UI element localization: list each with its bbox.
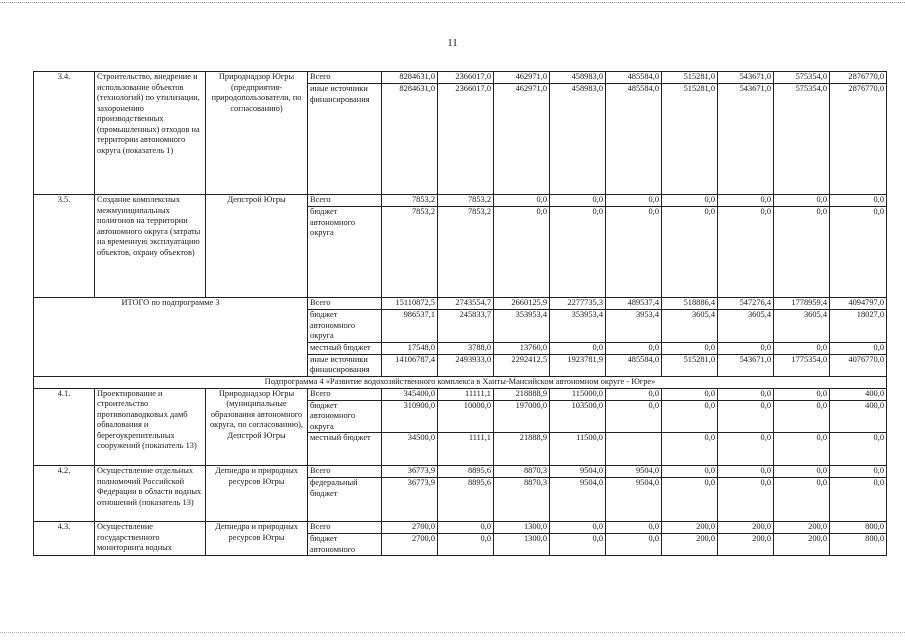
amount-cell: 8895,6 bbox=[438, 478, 494, 522]
amount-cell: 21888,9 bbox=[494, 433, 550, 466]
scan-edge-bottom bbox=[0, 632, 905, 634]
amount-cell: 2366017,0 bbox=[438, 72, 494, 84]
amount-cell: 0,0 bbox=[606, 195, 662, 207]
amount-cell: 3605,4 bbox=[662, 310, 718, 343]
amount-cell: 0,0 bbox=[606, 342, 662, 354]
amount-cell: 3605,4 bbox=[774, 310, 830, 343]
amount-cell: 485584,0 bbox=[606, 354, 662, 376]
amount-cell: 0,0 bbox=[718, 478, 774, 522]
amount-cell: 800,0 bbox=[830, 534, 887, 556]
amount-cell: 2700,0 bbox=[382, 522, 438, 534]
amount-cell: 345400,0 bbox=[382, 388, 438, 400]
amount-cell: 515281,0 bbox=[662, 84, 718, 195]
total-label: ИТОГО по подпрограмме 3 bbox=[34, 298, 308, 377]
executor: Депнедра и природных ресурсов Югры bbox=[206, 466, 308, 522]
amount-cell: 2493933,0 bbox=[438, 354, 494, 376]
table-body bbox=[34, 72, 887, 556]
amount-cell: 0,0 bbox=[718, 388, 774, 400]
amount-cell: 0,0 bbox=[718, 433, 774, 466]
amount-cell: 2660125,9 bbox=[494, 298, 550, 310]
amount-cell: 0,0 bbox=[438, 534, 494, 556]
amount-cell: 518886,4 bbox=[662, 298, 718, 310]
amount-cell: 575354,0 bbox=[774, 84, 830, 195]
activity-name: Проектирование и строительство противопаводковых дамб обвалования и берегоукрепительных сооружений (показатель 13) bbox=[95, 388, 206, 466]
funding-table bbox=[33, 71, 887, 556]
table-row bbox=[34, 522, 887, 534]
scan-edge-top bbox=[0, 2, 905, 4]
amount-cell: 2876770,0 bbox=[830, 72, 887, 84]
amount-cell: 8895,6 bbox=[438, 466, 494, 478]
amount-cell: 2277735,3 bbox=[550, 298, 606, 310]
amount-cell: 13760,0 bbox=[494, 342, 550, 354]
amount-cell: 986537,1 bbox=[382, 310, 438, 343]
amount-cell: 9504,0 bbox=[550, 478, 606, 522]
table-row bbox=[34, 195, 887, 207]
amount-cell: 485584,0 bbox=[606, 72, 662, 84]
amount-cell: 0,0 bbox=[830, 466, 887, 478]
funding-source: Всего bbox=[308, 466, 382, 478]
amount-cell: 0,0 bbox=[718, 466, 774, 478]
funding-source: местный бюджет bbox=[308, 433, 382, 466]
amount-cell: 200,0 bbox=[718, 534, 774, 556]
amount-cell: 218888,9 bbox=[494, 388, 550, 400]
amount-cell: 200,0 bbox=[662, 522, 718, 534]
amount-cell: 197000,0 bbox=[494, 400, 550, 433]
amount-cell: 0,0 bbox=[774, 433, 830, 466]
amount-cell: 4076770,0 bbox=[830, 354, 887, 376]
funding-source: бюджет автономного округа bbox=[308, 400, 382, 433]
amount-cell: 0,0 bbox=[718, 400, 774, 433]
activity-name: Осуществление государственного мониторинга водных bbox=[95, 522, 206, 556]
amount-cell: 17548,0 bbox=[382, 342, 438, 354]
amount-cell: 0,0 bbox=[662, 433, 718, 466]
amount-cell: 4094797,0 bbox=[830, 298, 887, 310]
amount-cell: 515281,0 bbox=[662, 354, 718, 376]
amount-cell: 0,0 bbox=[550, 534, 606, 556]
amount-cell: 0,0 bbox=[662, 195, 718, 207]
amount-cell: 15110872,5 bbox=[382, 298, 438, 310]
amount-cell: 0,0 bbox=[718, 195, 774, 207]
amount-cell: 0,0 bbox=[830, 478, 887, 522]
amount-cell: 0,0 bbox=[830, 195, 887, 207]
funding-source: Всего bbox=[308, 522, 382, 534]
executor: Депстрой Югры bbox=[206, 195, 308, 298]
amount-cell: 400,0 bbox=[830, 400, 887, 433]
amount-cell: 0,0 bbox=[606, 522, 662, 534]
amount-cell: 0,0 bbox=[718, 207, 774, 298]
amount-cell: 1300,0 bbox=[494, 522, 550, 534]
amount-cell: 0,0 bbox=[774, 466, 830, 478]
amount-cell: 0,0 bbox=[774, 195, 830, 207]
amount-cell: 3605,4 bbox=[718, 310, 774, 343]
amount-cell: 34500,0 bbox=[382, 433, 438, 466]
section-title: Подпрограмма 4 «Развитие водохозяйственного комплекса в Ханты-Мансийском автономном округе - Югре» bbox=[34, 376, 887, 388]
amount-cell: 0,0 bbox=[606, 534, 662, 556]
amount-cell: 2743554,7 bbox=[438, 298, 494, 310]
amount-cell: 1775354,0 bbox=[774, 354, 830, 376]
amount-cell: 0,0 bbox=[494, 195, 550, 207]
row-number: 4.3. bbox=[34, 522, 95, 556]
section-row bbox=[34, 376, 887, 388]
amount-cell: 547276,4 bbox=[718, 298, 774, 310]
amount-cell: 0,0 bbox=[830, 207, 887, 298]
amount-cell: 1111,1 bbox=[438, 433, 494, 466]
amount-cell: 310900,0 bbox=[382, 400, 438, 433]
amount-cell: 7853,2 bbox=[382, 195, 438, 207]
executor: Природнадзор Югры (предприятия-природопользователи, по согласованию) bbox=[206, 72, 308, 195]
funding-source: иные источники финансирования bbox=[308, 84, 382, 195]
row-number: 3.4. bbox=[34, 72, 95, 195]
amount-cell: 543671,0 bbox=[718, 72, 774, 84]
amount-cell: 7853,2 bbox=[382, 207, 438, 298]
row-number: 4.2. bbox=[34, 466, 95, 522]
amount-cell: 485584,0 bbox=[606, 84, 662, 195]
amount-cell: 2700,0 bbox=[382, 534, 438, 556]
amount-cell: 575354,0 bbox=[774, 72, 830, 84]
table-row-total bbox=[34, 298, 887, 310]
amount-cell: 200,0 bbox=[774, 522, 830, 534]
amount-cell: 11111,1 bbox=[438, 388, 494, 400]
page-number: 11 bbox=[447, 37, 458, 49]
amount-cell: 0,0 bbox=[662, 207, 718, 298]
funding-source: Всего bbox=[308, 195, 382, 207]
amount-cell: 8284631,0 bbox=[382, 72, 438, 84]
amount-cell: 0,0 bbox=[774, 207, 830, 298]
table-row bbox=[34, 72, 887, 84]
amount-cell: 400,0 bbox=[830, 388, 887, 400]
funding-source: иные источники финансирования bbox=[308, 354, 382, 376]
funding-source: местный бюджет bbox=[308, 342, 382, 354]
amount-cell: 2876770,0 bbox=[830, 84, 887, 195]
activity-name: Строительство, внедрение и использование объектов (технологий) по утилизации, захоронению производственных (промышленных) отходов на территории автономного округа (показатель 1) bbox=[95, 72, 206, 195]
amount-cell: 18027,0 bbox=[830, 310, 887, 343]
amount-cell: 8284631,0 bbox=[382, 84, 438, 195]
funding-source: бюджет автономного bbox=[308, 534, 382, 556]
amount-cell: 353953,4 bbox=[494, 310, 550, 343]
amount-cell: 11500,0 bbox=[550, 433, 606, 466]
amount-cell: 0,0 bbox=[774, 478, 830, 522]
activity-name: Осуществление отдельных полномочий Российской Федерации в области водных отношений (показатель 13) bbox=[95, 466, 206, 522]
funding-source: Всего bbox=[308, 388, 382, 400]
amount-cell: 3953,4 bbox=[606, 310, 662, 343]
amount-cell: 10000,0 bbox=[438, 400, 494, 433]
amount-cell: 9504,0 bbox=[550, 466, 606, 478]
funding-source: бюджет автономного округа bbox=[308, 310, 382, 343]
amount-cell: 14106787,4 bbox=[382, 354, 438, 376]
amount-cell: 800,0 bbox=[830, 522, 887, 534]
executor: Природнадзор Югры (муниципальные образования автономного округа, по согласованию), Депстрой Югры bbox=[206, 388, 308, 466]
amount-cell: 543671,0 bbox=[718, 84, 774, 195]
amount-cell: 489537,4 bbox=[606, 298, 662, 310]
amount-cell: 462971,0 bbox=[494, 84, 550, 195]
amount-cell: 0,0 bbox=[774, 388, 830, 400]
amount-cell: 200,0 bbox=[718, 522, 774, 534]
amount-cell: 245833,7 bbox=[438, 310, 494, 343]
amount-cell: 0,0 bbox=[438, 522, 494, 534]
amount-cell: 200,0 bbox=[774, 534, 830, 556]
amount-cell: 353953,4 bbox=[550, 310, 606, 343]
amount-cell: 458983,0 bbox=[550, 72, 606, 84]
funding-source: бюджет автономного округа bbox=[308, 207, 382, 298]
row-number: 3.5. bbox=[34, 195, 95, 298]
amount-cell: 103500,0 bbox=[550, 400, 606, 433]
amount-cell: 0,0 bbox=[662, 388, 718, 400]
amount-cell: 8870,3 bbox=[494, 478, 550, 522]
amount-cell: 2366017,0 bbox=[438, 84, 494, 195]
amount-cell: 543671,0 bbox=[718, 354, 774, 376]
amount-cell: 0,0 bbox=[550, 207, 606, 298]
amount-cell: 8870,3 bbox=[494, 466, 550, 478]
activity-name: Создание комплексных межмуниципальных полигонов на территории автономного округа (затраты на временную эксплуатацию объектов, охрану объектов) bbox=[95, 195, 206, 298]
amount-cell: 2292412,5 bbox=[494, 354, 550, 376]
amount-cell: 36773,9 bbox=[382, 478, 438, 522]
table-row bbox=[34, 388, 887, 400]
amount-cell: 458983,0 bbox=[550, 84, 606, 195]
funding-source: Всего bbox=[308, 72, 382, 84]
amount-cell: 0,0 bbox=[774, 400, 830, 433]
amount-cell: 0,0 bbox=[662, 342, 718, 354]
row-number: 4.1. bbox=[34, 388, 95, 466]
amount-cell: 0,0 bbox=[550, 522, 606, 534]
amount-cell: 0,0 bbox=[662, 478, 718, 522]
amount-cell: 115000,0 bbox=[550, 388, 606, 400]
amount-cell: 0,0 bbox=[662, 400, 718, 433]
amount-cell: 9504,0 bbox=[606, 466, 662, 478]
amount-cell: 0,0 bbox=[606, 388, 662, 400]
amount-cell bbox=[606, 433, 662, 466]
amount-cell: 0,0 bbox=[774, 342, 830, 354]
amount-cell: 0,0 bbox=[550, 342, 606, 354]
amount-cell: 0,0 bbox=[718, 342, 774, 354]
amount-cell: 0,0 bbox=[494, 207, 550, 298]
amount-cell: 200,0 bbox=[662, 534, 718, 556]
amount-cell: 3788,0 bbox=[438, 342, 494, 354]
amount-cell: 1300,0 bbox=[494, 534, 550, 556]
amount-cell: 36773,9 bbox=[382, 466, 438, 478]
amount-cell: 1923781,9 bbox=[550, 354, 606, 376]
amount-cell: 0,0 bbox=[606, 207, 662, 298]
amount-cell: 0,0 bbox=[830, 433, 887, 466]
amount-cell: 462971,0 bbox=[494, 72, 550, 84]
amount-cell: 0,0 bbox=[550, 195, 606, 207]
amount-cell: 0,0 bbox=[662, 466, 718, 478]
amount-cell: 7853,2 bbox=[438, 195, 494, 207]
amount-cell: 9504,0 bbox=[606, 478, 662, 522]
amount-cell: 515281,0 bbox=[662, 72, 718, 84]
table-row bbox=[34, 466, 887, 478]
amount-cell: 0,0 bbox=[830, 342, 887, 354]
amount-cell: 0,0 bbox=[606, 400, 662, 433]
amount-cell: 1778959,4 bbox=[774, 298, 830, 310]
amount-cell: 7853,2 bbox=[438, 207, 494, 298]
executor: Депнедра и природных ресурсов Югры bbox=[206, 522, 308, 556]
funding-source: федеральный бюджет bbox=[308, 478, 382, 522]
funding-source: Всего bbox=[308, 298, 382, 310]
